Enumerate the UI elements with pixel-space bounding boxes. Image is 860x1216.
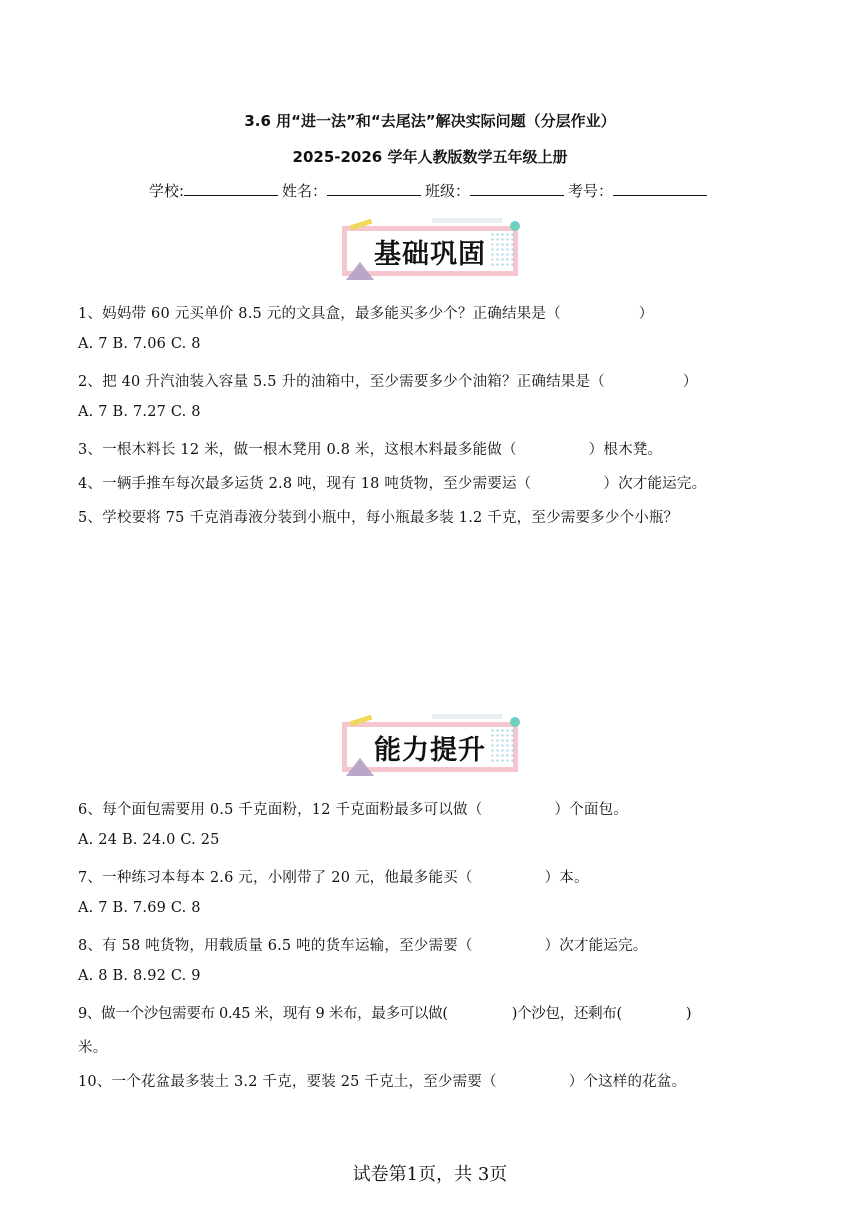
- question-8: 8、有 58 吨货物，用载质量 6.5 吨的货车运输，至少需要（ ）次才能运完。: [78, 938, 648, 954]
- student-info-row: [0, 180, 860, 201]
- class-label: 班级：: [425, 182, 471, 200]
- exam-no-blank[interactable]: [613, 181, 707, 196]
- question-7: 7、一种练习本每本 2.6 元，小刚带了 20 元，他最多能买（ ）本。: [78, 870, 589, 886]
- banner-grey-stripe: [432, 218, 502, 223]
- school-label: 学校:: [148, 182, 184, 200]
- question-10: 10、一个花盆最多装土 3.2 千克，要装 25 千克土，至少需要（ ）个这样的花盆。: [78, 1074, 687, 1090]
- class-blank[interactable]: [470, 181, 564, 196]
- question-2: 2、把 40 升汽油装入容量 5.5 升的油箱中，至少需要多少个油箱？正确结果是（ ）: [78, 374, 698, 390]
- exam-no-label: 考号：: [568, 182, 614, 200]
- question-1: 1、妈妈带 60 元买单价 8.5 元的文具盒，最多能买多少个？正确结果是（ ）: [78, 306, 654, 322]
- banner-dot: [510, 221, 520, 231]
- question-6: 6、每个面包需要用 0.5 千克面粉，12 千克面粉最多可以做（ ）个面包。: [78, 802, 628, 818]
- section-title-advanced: 能力提升: [374, 735, 486, 766]
- name-blank[interactable]: [327, 181, 421, 196]
- worksheet-subtitle: 2025-2026 学年人教版数学五年级上册: [292, 148, 568, 166]
- page-footer: 试卷第1页，共 3页: [352, 1164, 508, 1185]
- question-8-options: A. 8 B. 8.92 C. 9: [78, 968, 201, 984]
- question-5: 5、学校要将 75 千克消毒液分装到小瓶中，每小瓶最多装 1.2 千克，至少需要多少个小瓶？: [78, 510, 679, 526]
- section-banner-basic: [336, 218, 524, 282]
- banner-grey-stripe: [432, 714, 502, 719]
- question-2-options: A. 7 B. 7.27 C. 8: [78, 404, 201, 420]
- name-label: 姓名：: [282, 182, 328, 200]
- question-9-continued: 米。: [78, 1040, 108, 1056]
- banner-dot: [510, 717, 520, 727]
- section-title-basic: 基础巩固: [374, 239, 486, 270]
- question-3: 3、一根木料长 12 米，做一根木凳用 0.8 米，这根木料最多能做（ ）根木凳。: [78, 442, 663, 458]
- question-7-options: A. 7 B. 7.69 C. 8: [78, 900, 201, 916]
- question-9: 9、做一个沙包需要布 0.45 米，现有 9 米布，最多可以做( )个沙包，还剩布( ): [78, 1006, 692, 1022]
- question-1-options: A. 7 B. 7.06 C. 8: [78, 336, 201, 352]
- school-blank[interactable]: [184, 181, 278, 196]
- section-banner-advanced: [336, 714, 524, 778]
- worksheet-title: 3.6 用“进一法”和“去尾法”解决实际问题（分层作业）: [244, 112, 616, 130]
- question-6-options: A. 24 B. 24.0 C. 25: [78, 832, 220, 848]
- question-4: 4、一辆手推车每次最多运货 2.8 吨，现有 18 吨货物，至少需要运（ ）次才能运完。: [78, 476, 707, 492]
